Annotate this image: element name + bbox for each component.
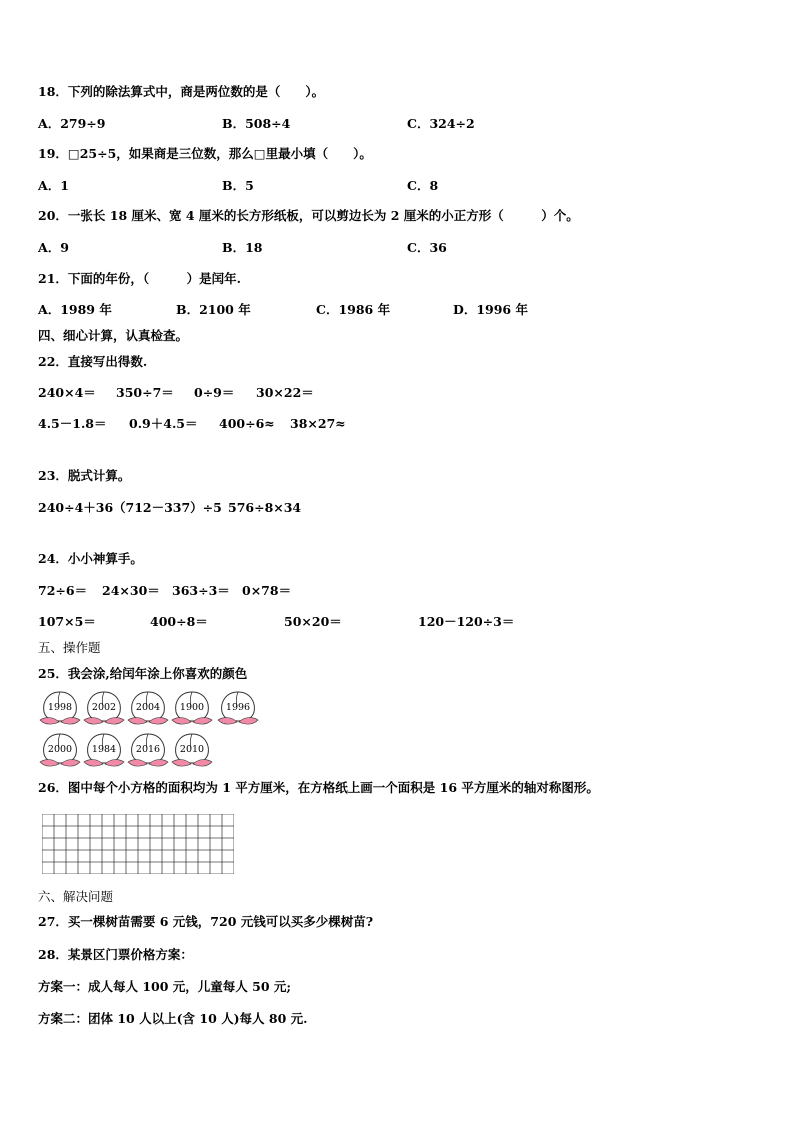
q24-item: 50×20＝ — [284, 614, 342, 629]
q19-question: 19．□25÷5，如果商是三位数，那么□里最小填（ ）。 — [38, 146, 372, 161]
q20-option-a[interactable]: A．9 — [38, 240, 69, 255]
peach-year-label: 2004 — [135, 702, 161, 713]
square-grid-paper[interactable] — [42, 814, 234, 874]
q22-item: 30×22＝ — [256, 385, 314, 400]
q22-item: 240×4＝ — [38, 385, 96, 400]
q20-question: 20．一张长 18 厘米、宽 4 厘米的长方形纸板，可以剪边长为 2 厘米的小正方形（ ）个。 — [38, 208, 579, 223]
peach-2016[interactable] — [126, 730, 170, 770]
q28-plan-2: 方案二：团体 10 人以上(含 10 人)每人 80 元. — [38, 1011, 308, 1026]
q23-item: 576÷8×34 — [228, 500, 302, 515]
peach-year-label: 1984 — [91, 744, 117, 755]
q21-question: 21．下面的年份，（ ）是闰年. — [38, 271, 241, 286]
q22-item: 0÷9＝ — [194, 385, 235, 400]
peach-1984[interactable] — [82, 730, 126, 770]
peach-2004[interactable] — [126, 688, 170, 728]
q24-item: 24×30＝ — [102, 583, 160, 598]
q22-item: 350÷7＝ — [116, 385, 174, 400]
q21-option-b[interactable]: B．2100 年 — [176, 302, 251, 317]
q22-question: 22．直接写出得数. — [38, 354, 148, 369]
peach-year-label: 1998 — [47, 702, 73, 713]
q24-item: 107×5＝ — [38, 614, 96, 629]
q28-plan-1: 方案一：成人每人 100 元，儿童每人 50 元; — [38, 979, 292, 994]
q28-question: 28．某景区门票价格方案： — [38, 947, 193, 962]
q23-item: 240÷4＋36 — [38, 500, 114, 515]
q24-question: 24．小小神算手。 — [38, 551, 143, 566]
q24-item: 72÷6＝ — [38, 583, 88, 598]
q18-option-b[interactable]: B．508÷4 — [222, 116, 291, 131]
peach-2010[interactable] — [170, 730, 214, 770]
q26-question: 26．图中每个小方格的面积均为 1 平方厘米，在方格纸上画一个面积是 16 平方厘米的轴对称图形。 — [38, 780, 599, 795]
q19-option-b[interactable]: B．5 — [222, 178, 254, 193]
q24-item: 400÷8＝ — [150, 614, 208, 629]
peach-1900[interactable] — [170, 688, 214, 728]
q20-option-c[interactable]: C．36 — [407, 240, 447, 255]
q18-option-a[interactable]: A．279÷9 — [38, 116, 106, 131]
q19-option-a[interactable]: A．1 — [38, 178, 69, 193]
q20-option-b[interactable]: B．18 — [222, 240, 263, 255]
q22-item: 0.9＋4.5＝ — [129, 416, 198, 431]
q19-option-c[interactable]: C．8 — [407, 178, 439, 193]
q22-item: 4.5－1.8＝ — [38, 416, 107, 431]
peach-1996[interactable] — [216, 688, 260, 728]
peach-year-label: 2002 — [91, 702, 117, 713]
section-6-heading: 六、解决问题 — [38, 889, 114, 904]
q18-option-c[interactable]: C．324÷2 — [407, 116, 475, 131]
grid-lines — [42, 814, 234, 874]
section-5-heading: 五、操作题 — [38, 640, 101, 655]
q22-item: 38×27≈ — [290, 416, 346, 431]
q24-item: 363÷3＝ — [172, 583, 230, 598]
peach-2002[interactable] — [82, 688, 126, 728]
q23-item: （712－337）÷5 — [113, 500, 222, 515]
peach-2000[interactable] — [38, 730, 82, 770]
peach-year-label: 1996 — [225, 702, 251, 713]
q21-option-c[interactable]: C．1986 年 — [316, 302, 391, 317]
q21-option-d[interactable]: D．1996 年 — [453, 302, 528, 317]
q22-item: 400÷6≈ — [219, 416, 275, 431]
section-4-heading: 四、细心计算，认真检查。 — [38, 328, 189, 343]
q27-question: 27．买一棵树苗需要 6 元钱，720 元钱可以买多少棵树苗? — [38, 914, 374, 929]
q21-option-a[interactable]: A．1989 年 — [38, 302, 112, 317]
peach-year-label: 2000 — [47, 744, 73, 755]
q24-item: 120－120÷3＝ — [418, 614, 515, 629]
q24-item: 0×78＝ — [242, 583, 292, 598]
peach-year-label: 1900 — [179, 702, 205, 713]
peach-year-label: 2016 — [135, 744, 161, 755]
q23-question: 23．脱式计算。 — [38, 468, 131, 483]
peach-1998[interactable] — [38, 688, 82, 728]
peach-year-label: 2010 — [179, 744, 205, 755]
q18-question: 18．下列的除法算式中，商是两位数的是（ ）。 — [38, 84, 325, 99]
q25-question: 25．我会涂,给闰年涂上你喜欢的颜色 — [38, 666, 248, 681]
